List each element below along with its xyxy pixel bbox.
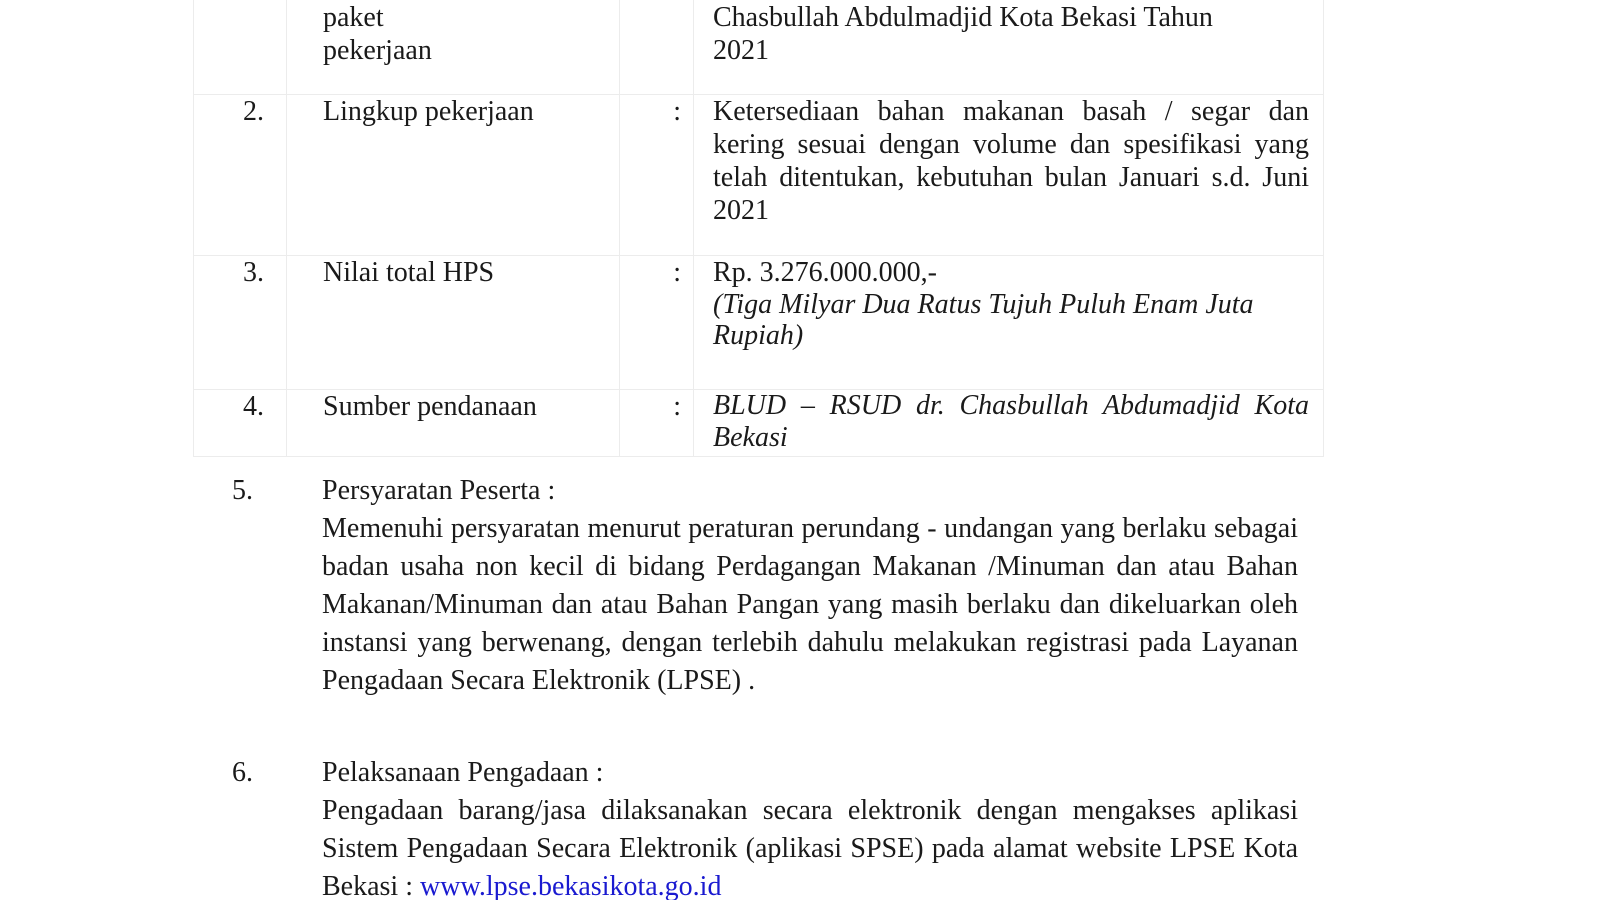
row-number	[194, 0, 287, 95]
tender-spec-table	[193, 0, 1324, 457]
row-label: Nilai total HPS	[287, 256, 620, 390]
section-number: 6.	[232, 757, 253, 788]
table-row	[194, 256, 1324, 390]
row-colon: :	[620, 256, 694, 390]
scope-of-work-value: Ketersediaan bahan makanan basah / segar dan kering sesuai dengan volume dan spesifikasi yang telah ditentukan, kebutuhan bulan Januari s.d. Juni 2021	[694, 95, 1324, 256]
section-body: Memenuhi persyaratan menurut peraturan perundang - undangan yang berlaku sebagai badan usaha non kecil di bidang Perdagangan Makanan /Minuman dan atau Bahan Makanan/Minuman dan atau Bahan Pangan yang masih berlaku dan dikeluarkan oleh instansi yang berwenang, dengan terlebih dahulu melakukan registrasi pada Layanan Pengadaan Secara Elektronik (LPSE) .	[322, 513, 1298, 696]
row-label-line: paket	[323, 2, 384, 33]
funding-source-value: BLUD – RSUD dr. Chasbullah Abdumadjid Kota Bekasi	[694, 390, 1324, 457]
section-body	[322, 792, 1298, 900]
row-label-line: pekerjaan	[323, 35, 432, 66]
section-title: Persyaratan Peserta :	[322, 475, 556, 506]
package-name-value: Chasbullah Abdulmadjid Kota Bekasi Tahun 2021	[713, 2, 1213, 66]
row-number: 2.	[194, 95, 287, 256]
section-body-continuation: website LPSE Kota Bekasi :	[322, 833, 1299, 900]
row-number: 3.	[194, 256, 287, 390]
table-row	[194, 390, 1324, 457]
hps-value	[694, 256, 1324, 390]
section-title: Pelaksanaan Pengadaan :	[322, 757, 604, 788]
row-label: Lingkup pekerjaan	[287, 95, 620, 256]
row-label: Sumber pendanaan	[287, 390, 620, 457]
section-number: 5.	[232, 475, 253, 506]
row-value	[694, 0, 1324, 95]
row-number: 4.	[194, 390, 287, 457]
hps-amount-in-words: (Tiga Milyar Dua Ratus Tujuh Puluh Enam Juta Rupiah)	[713, 289, 1254, 351]
row-colon: :	[620, 95, 694, 256]
lpse-website-link[interactable]: www.lpse.bekasikota.go.id	[420, 871, 722, 900]
table-row	[194, 95, 1324, 256]
hps-amount: Rp. 3.276.000.000,-	[713, 257, 937, 288]
row-label	[287, 0, 620, 95]
row-colon: :	[620, 390, 694, 457]
row-colon	[620, 0, 694, 95]
section-body-text: Pengadaan barang/jasa dilaksanakan secara elektronik dengan mengakses aplikasi Sistem Pengadaan Secara Elektronik (aplikasi SPSE) pada alamat	[322, 795, 1298, 864]
table-row	[194, 0, 1324, 95]
